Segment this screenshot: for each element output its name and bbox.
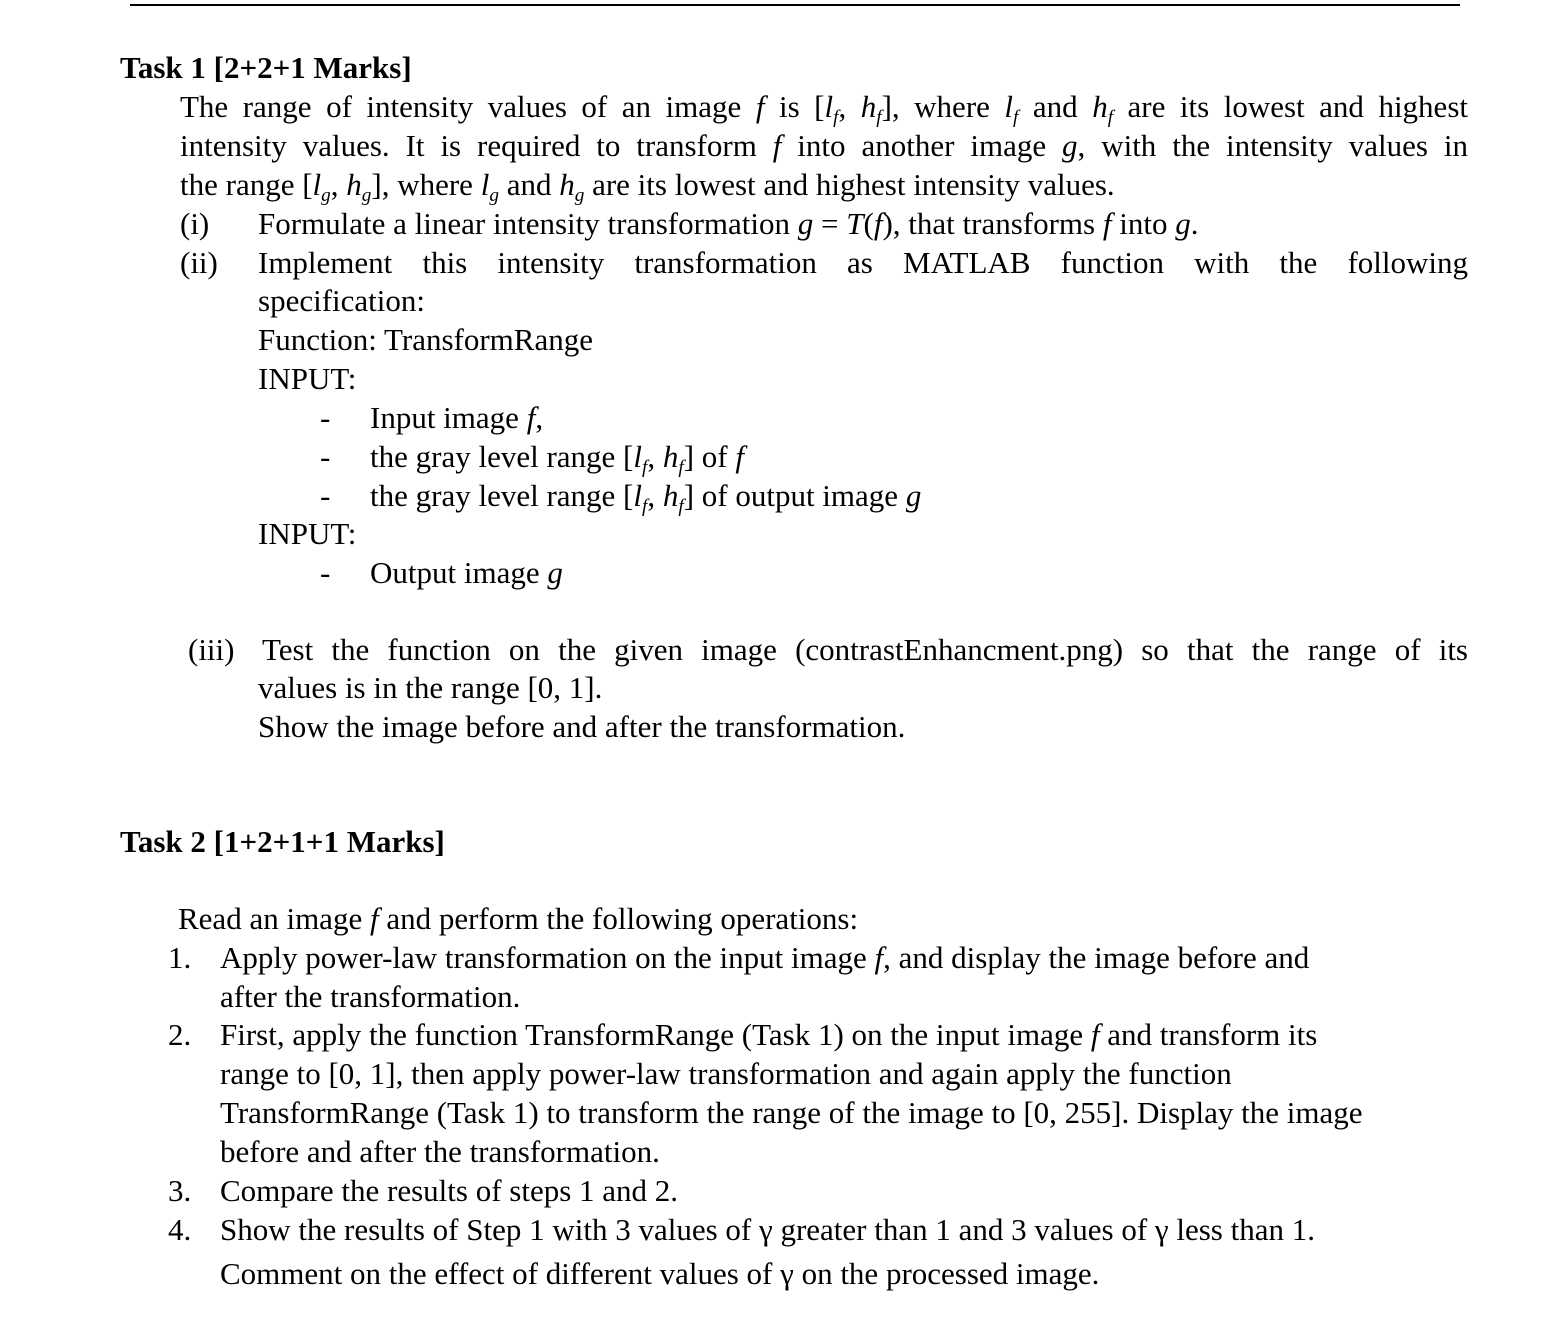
item-iii-number: (iii) — [188, 632, 235, 667]
input-bullet-3: the gray level range [$l_f$, $h_f$] of output image g — [370, 478, 922, 517]
task2-item-1-line2: after the transformation. — [220, 979, 521, 1014]
task2-item-3-line1: Compare the results of steps 1 and 2. — [220, 1173, 679, 1208]
task2-item-2-line2: range to [0, 1], then apply power-law transformation and again apply the function — [220, 1056, 1232, 1091]
item-iii-line3: Show the image before and after the transformation. — [258, 709, 906, 744]
item-ii-number: (ii) — [180, 245, 218, 280]
task1-intro-line3: the range [$l_g$, $h_g$], where $l_g$ and $h_g$ are its lowest and highest intensity values. — [180, 167, 1115, 206]
output-bullet: Output image g — [370, 555, 563, 590]
task2-heading: Task 2 [1+2+1+1 Marks] — [120, 824, 445, 859]
output-label: INPUT: — [258, 516, 357, 551]
task2-item-4-line1: Show the results of Step 1 with 3 values of γ greater than 1 and 3 values of γ less than 1. — [220, 1212, 1315, 1247]
input-bullet-1: Input image f, — [370, 400, 544, 435]
bullet-dash: - — [320, 400, 331, 435]
bullet-dash: - — [320, 478, 331, 513]
task2-item-2-line4: before and after the transformation. — [220, 1134, 660, 1169]
task2-item-1-line1: Apply power-law transformation on the input image f, and display the image before and — [220, 940, 1310, 975]
task2-item-4-line2: Comment on the effect of different values of γ on the processed image. — [220, 1256, 1100, 1291]
task2-item-2-line1: First, apply the function TransformRange (Task 1) on the input image f and transform its — [220, 1017, 1318, 1052]
input-bullet-2: the gray level range [$l_f$, $h_f$] of f — [370, 439, 744, 478]
bullet-dash: - — [320, 555, 331, 590]
task2-item-2-line3: TransformRange (Task 1) to transform the range of the image to [0, 255]. Display the image — [220, 1095, 1363, 1130]
task1-intro-line1: The range of intensity values of an image f is [$l_f$, $h_f$], where $l_f$ and $h_f$ are its lowest and highest — [180, 89, 1468, 128]
task2-item-2-number: 2. — [168, 1017, 192, 1052]
item-ii-line2: specification: — [258, 283, 425, 318]
item-i-number: (i) — [180, 206, 210, 241]
task2-item-3-number: 3. — [168, 1173, 192, 1208]
task2-item-1-number: 1. — [168, 940, 192, 975]
task1-heading: Task 1 [2+2+1 Marks] — [120, 50, 412, 85]
top-rule — [130, 4, 1460, 6]
item-iii-line2: values is in the range [0, 1]. — [258, 670, 603, 705]
task1-intro-line2: intensity values. It is required to transform f into another image g, with the intensity values in — [180, 128, 1468, 163]
item-iii-line1: Test the function on the given image (contrastEnhancment.png) so that the range of its — [262, 632, 1468, 667]
bullet-dash: - — [320, 439, 331, 474]
task2-item-4-number: 4. — [168, 1212, 192, 1247]
function-name-line: Function: TransformRange — [258, 322, 593, 357]
input-label: INPUT: — [258, 361, 357, 396]
item-ii-line1: Implement this intensity transformation as MATLAB function with the following — [258, 245, 1468, 280]
task2-intro: Read an image f and perform the following operations: — [178, 901, 859, 936]
item-i-text: Formulate a linear intensity transformation g = T(f), that transforms f into g. — [258, 206, 1199, 241]
